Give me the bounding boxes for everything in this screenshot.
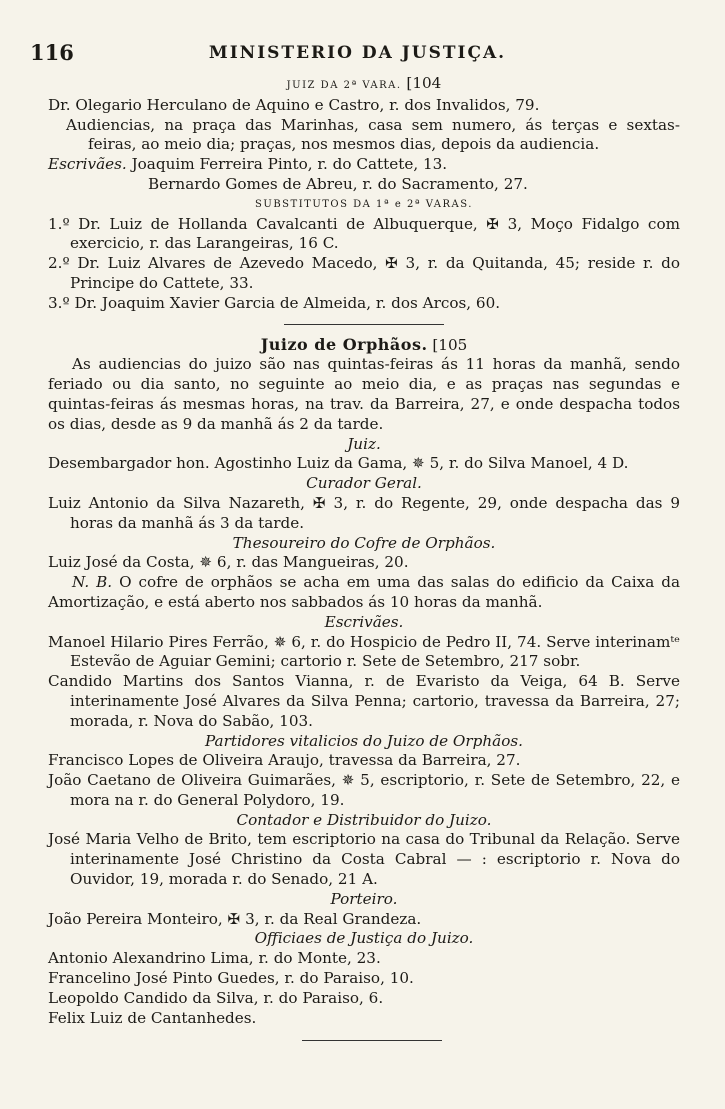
subheading-officiaes: Officiaes de Justiça do Juizo. (254, 929, 474, 948)
subheading-escrivaes: Escrivães. (324, 612, 404, 631)
page-body (48, 74, 680, 1041)
subheading-tesoureiro: Thesoureiro do Cofre de Orphãos. (232, 533, 496, 552)
substitutos-heading: SUBSTITUTOS DA 1ª e 2ª VARAS. (255, 198, 473, 210)
page-header (30, 40, 685, 70)
contador-entry: José Maria Velho de Brito, tem escriptorio na casa do Tribunal da Relação. Serve interinamente José Christino da Costa Cabral — : escriptorio r. Nova do Ouvidor, 19, morada r. do Senado, 21 A. (48, 830, 680, 889)
partidor-entry: Francisco Lopes de Oliveira Araujo, travessa da Barreira, 27. (48, 751, 521, 770)
section-heading-orphaos: Juizo de Orphãos. [105 (260, 334, 468, 354)
official-entry: Leopoldo Candido da Silva, r. do Paraiso, 6. (48, 988, 384, 1007)
curador-entry: Luiz Antonio da Silva Nazareth, ✠ 3, r. do Regente, 29, onde despacha das 9 horas da manhã ás 3 da tarde. (48, 493, 680, 532)
substituto-entry: 2.º Dr. Luiz Alvares de Azevedo Macedo, ✠ 3, r. da Quitanda, 45; reside r. do Principe do Cattete, 33. (48, 254, 680, 292)
escrivaes-row (48, 155, 680, 175)
tesoureiro-entry: Luiz José da Costa, ✵ 6, r. das Mangueiras, 20. (48, 553, 409, 572)
official-entry: Francelino José Pinto Guedes, r. do Paraiso, 10. (48, 969, 414, 988)
escrivaes-label: Escrivães. (48, 155, 127, 174)
escrivao-entry: Joaquim Ferreira Pinto, r. do Cattete, 13. (131, 155, 448, 174)
substituto-entry: 1.º Dr. Luiz de Hollanda Cavalcanti de Albuquerque, ✠ 3, Moço Fidalgo com exercicio, r. das Larangeiras, 16 C. (48, 214, 680, 253)
escrivao-entry: Manoel Hilario Pires Ferrão, ✵ 6, r. do Hospicio de Pedro II, 74. Serve interinamᵗᵉ Estevão de Aguiar Gemini; cartorio r. Sete de Setembro, 217 sobr. (48, 632, 680, 671)
section-divider (284, 324, 444, 325)
subheading-curador: Curador Geral. (306, 474, 422, 493)
section-heading-vara2: JUIZ DA 2ª VARA. [104 (286, 74, 442, 92)
official-entry: Felix Luiz de Cantanhedes. (48, 1008, 257, 1027)
nb-label: N. B. (72, 573, 113, 592)
audiencias-paragraph: Audiencias, na praça das Marinhas, casa sem numero, ás terças e sextas-feiras, ao meio dia; praças, nos mesmos dias, depois da audiencia. (66, 115, 680, 154)
escrivao-entry: Candido Martins dos Santos Vianna, r. de Evaristo da Veiga, 64 B. Serve interinamente José Alvares da Silva Penna; cartorio, travessa da Barreira, 27; morada, r. Nova do Sabão, 103. (48, 672, 680, 730)
intro-paragraph: As audiencias do juizo são nas quintas-feiras ás 11 horas da manhã, sendo feriado ou dia santo, no seguinte ao meio dia, e as praças nas segundas e quintas-feiras ás mesmas horas, na trav. da Barreira, 27, e onde despacha todos os dias, desde as 9 da manhã ás 2 da tarde. (48, 355, 680, 433)
subheading-partidores: Partidores vitalicios do Juizo de Orphãos. (205, 731, 523, 750)
juiz-entry: Desembargador hon. Agostinho Luiz da Gama, ✵ 5, r. do Silva Manoel, 4 D. (48, 454, 629, 473)
subheading-contador: Contador e Distribuidor do Juizo. (236, 810, 492, 829)
subheading-juiz: Juiz. (347, 434, 381, 453)
page-number: 116 (30, 40, 74, 65)
judge-entry: Dr. Olegario Herculano de Aquino e Castro, r. dos Invalidos, 79. (48, 95, 540, 114)
end-divider (302, 1040, 442, 1041)
escrivao-entry: Bernardo Gomes de Abreu, r. do Sacramento, 27. (148, 174, 528, 193)
substituto-entry: 3.º Dr. Joaquim Xavier Garcia de Almeida, r. dos Arcos, 60. (48, 293, 501, 312)
official-entry: Antonio Alexandrino Lima, r. do Monte, 23. (48, 949, 381, 968)
subheading-porteiro: Porteiro. (330, 889, 398, 908)
running-title: MINISTERIO DA JUSTIÇA. (208, 43, 507, 63)
porteiro-entry: João Pereira Monteiro, ✠ 3, r. da Real Grandeza. (48, 909, 422, 928)
partidor-entry: João Caetano de Oliveira Guimarães, ✵ 5, escriptorio, r. Sete de Setembro, 22, e mora na r. do General Polydoro, 19. (48, 771, 680, 809)
nb-paragraph: N. B. O cofre de orphãos se acha em uma das salas do edificio da Caixa da Amortização, e está aberto nos sabbados ás 10 horas da manhã. (48, 573, 681, 611)
